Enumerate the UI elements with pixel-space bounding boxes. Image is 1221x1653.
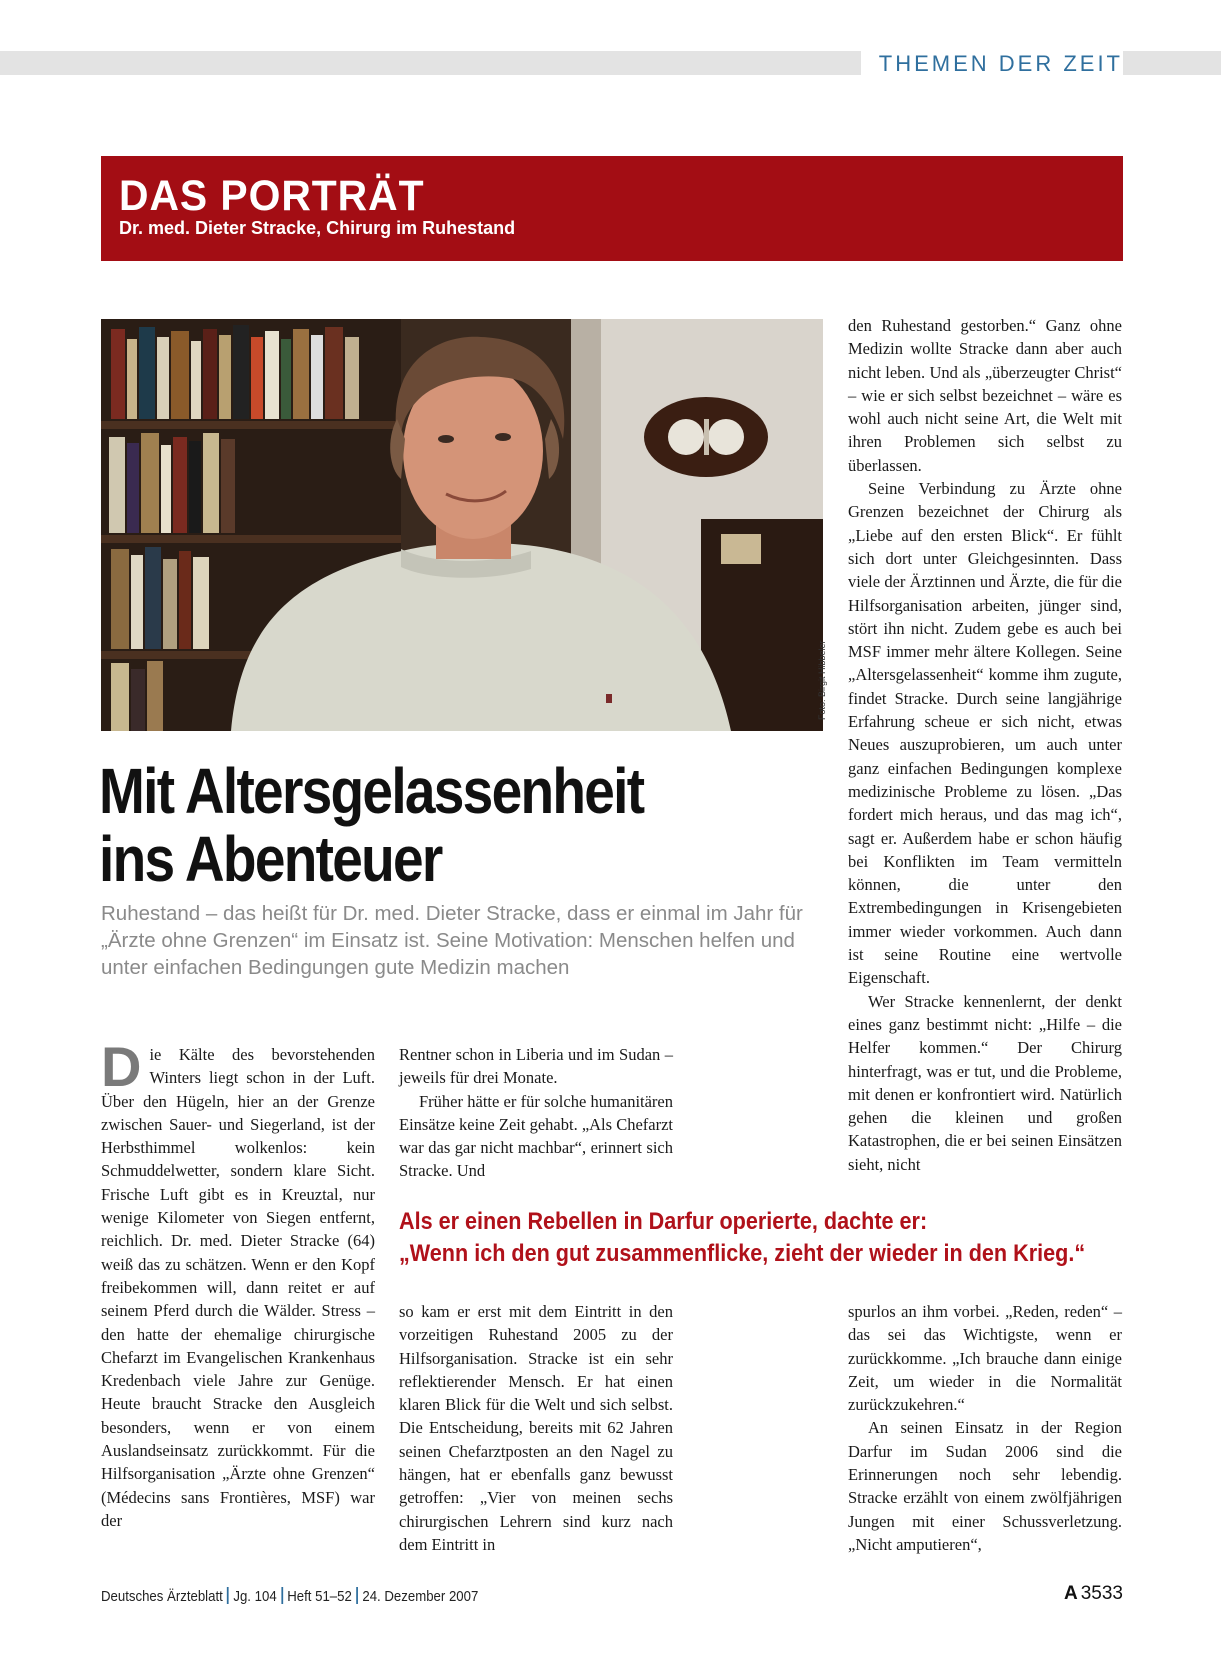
column-3-paragraph-2: Seine Verbindung zu Ärzte ohne Grenzen bezeichnet der Chirurg als „Liebe auf den ersten Blick“. Er fühlt sich dort unter Gleichgesinnten. Dass viele der Ärztinnen und Ärzte, die für die Hilfsorganisation arbeiten, jünger sind, stört ihn nicht. Zudem gebe es auch bei MSF immer mehr ältere Kollegen. Seine „Altersgelassenheit“ komme ihm zugute, findet Stracke. Durch seine langjährige Erfahrung scheue er sich nicht, etwas Neues auszuprobieren, um auch unter ganz einfachen Bedingungen komplexe medizinische Probleme zu lösen. „Das fordert mich heraus, und das mag ich“, sagt er. Außerdem habe er schon häufig bei Konflikten im Team vermitteln können, die unter den Extrembedingungen in Krisengebieten immer wieder vorkommen. Auch dann ist seine Routine eine wertvolle Eigenschaft.	[848, 479, 1122, 988]
page-number-prefix: A	[1063, 1583, 1078, 1604]
section-bar	[0, 51, 1221, 75]
pull-quote-line-2: „Wenn ich den gut zusammenflicke, zieht der wieder in den Krieg.“	[399, 1240, 1086, 1267]
article-headline	[99, 757, 718, 893]
article-column-2-top	[399, 1043, 673, 1183]
article-lead: Ruhestand – das heißt für Dr. med. Dieter Stracke, dass er einmal im Jahr für „Ärzte ohne Grenzen“ im Einsatz ist. Seine Motivation: Menschen helfen und unter einfachen Bedingungen gute Medizin machen	[101, 902, 803, 979]
banner-subtitle: Dr. med. Dieter Stracke, Chirurg im Ruhestand	[119, 218, 516, 238]
column-3-paragraph-1: den Ruhestand gestorben.“ Ganz ohne Medizin wollte Stracke dann aber auch nicht leben. Und als „überzeugter Christ“ – wie er sich selbst bezeichnet – wäre es wohl auch nicht seine Art, die Welt mit ihren Problemen sich selbst zu überlassen.	[848, 316, 1122, 475]
column-3-paragraph-4: spurlos an ihm vorbei. „Reden, reden“ – das sei das Wichtigste, wenn er zurückkomme. „Ich brauche dann einige Zeit, um wieder in die Normalität zurückzukehren.“	[848, 1302, 1122, 1415]
column-2-paragraph-1: Rentner schon in Liberia und im Sudan – jeweils für drei Monate.	[399, 1045, 673, 1088]
footer-separator	[356, 1587, 358, 1604]
column-3-paragraph-3: Wer Stracke kennenlernt, der denkt eines ganz bestimmt nicht: „Hilfe – die Helfer kommen.“ Der Chirurg hinterfragt, was er tut, und die Probleme, mit denen er konfrontiert wird. Natürlich gehen die kleinen und großen Katastrophen, die er bei seinen Einsätzen sieht, nicht	[848, 991, 1122, 1174]
page-number	[1064, 1583, 1123, 1605]
footer-separator	[227, 1587, 229, 1604]
photo-credit: Foto: Birgit Hibbeler	[817, 640, 827, 720]
headline-line-1: Mit Altersgelassenheit	[99, 755, 644, 827]
portrait-photo	[101, 319, 823, 731]
article-column-3-top	[848, 314, 1122, 1176]
column-1-paragraph-1: ie Kälte des bevorstehenden Winters liegt schon in der Luft. Über den Hügeln, hier an der Grenze zwischen Sauer- und Siegerland, ist der Herbsthimmel wolkenlos: kein Schmuddelwetter, sondern klare Sicht. Frische Luft gibt es in Kreuztal, nur wenige Kilometer von Siegen entfernt, reichlich. Dr. med. Dieter Stracke (64) weiß das zu schätzen. Wenn er den Kopf freibekommen will, dann reitet er auf seinem Pferd durch die Wälder. Stress – den hatte der ehemalige chirurgische Chefarzt im Evangelischen Krankenhaus Kredenbach viele Jahre zur Genüge. Heute braucht Stracke den Ausgleich besonders, wenn er von einem Auslandseinsatz zurückkommt. Für die Hilfsorganisation „Ärzte ohne Grenzen“ (Médecins sans Frontières, MSF) war der	[101, 1045, 375, 1530]
drop-cap: D	[101, 1035, 142, 1098]
footer-date: 24. Dezember 2007	[362, 1588, 479, 1605]
article-column-1	[101, 1035, 375, 1532]
portrait-photo-illustration	[101, 319, 823, 731]
headline-line-2: ins Abenteuer	[99, 823, 442, 895]
column-2-paragraph-3: so kam er erst mit dem Eintritt in den vorzeitigen Ruhestand 2005 zu der Hilfsorganisation. Stracke ist ein sehr reflektierender Mensch. Er hat einen klaren Blick für die Welt und sich selbst. Die Entscheidung, bereits mit 62 Jahren seinen Chefarztposten an den Nagel zu hängen, hat er ebenfalls ganz bewusst getroffen: „Vier von meinen sechs chirurgischen Lehrern sind kurz nach dem Eintritt in	[399, 1302, 673, 1554]
column-3-paragraph-5: An seinen Einsatz in der Region Darfur im Sudan 2006 sind die Erinnerungen noch sehr lebendig. Stracke erzählt von einem zwölfjährigen Jungen mit einer Schussverletzung. „Nicht amputieren“,	[848, 1418, 1122, 1554]
footer-separator	[281, 1587, 283, 1604]
pull-quote	[399, 1206, 1119, 1270]
pull-quote-line-1: Als er einen Rebellen in Darfur operierte, dachte er:	[399, 1208, 928, 1235]
article-column-2-bottom	[399, 1300, 673, 1556]
banner-title: DAS PORTRÄT	[119, 172, 425, 220]
article-column-3-bottom	[848, 1300, 1122, 1556]
footer-issue: Heft 51–52	[287, 1588, 352, 1605]
portrait-banner	[101, 156, 1123, 261]
footer-journal: Deutsches Ärzteblatt	[101, 1588, 223, 1605]
footer-volume: Jg. 104	[233, 1588, 277, 1605]
page-number-value: 3533	[1080, 1583, 1123, 1604]
column-2-paragraph-2: Früher hätte er für solche humanitären Einsätze keine Zeit gehabt. „Als Chefarzt war das gar nicht machbar“, erinnert sich Stracke. Und	[399, 1091, 673, 1181]
section-label: THEMEN DER ZEIT	[861, 51, 1123, 75]
page-footer	[101, 1587, 478, 1605]
